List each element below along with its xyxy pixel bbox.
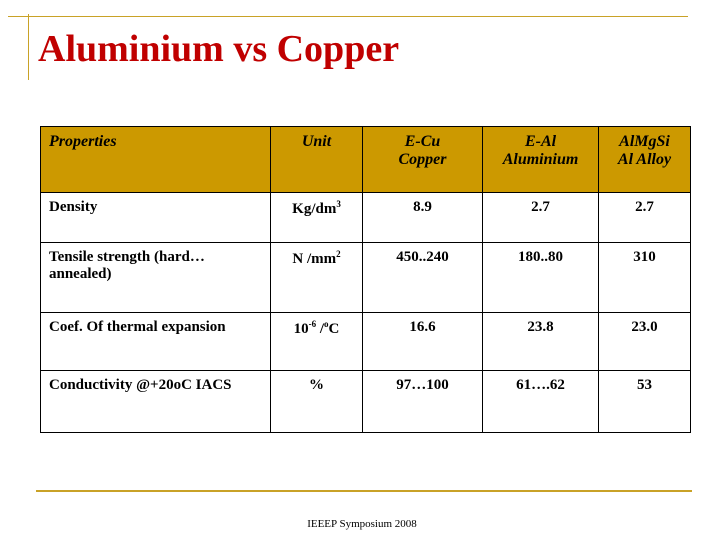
slide-title: Aluminium vs Copper	[38, 28, 400, 70]
unit-mid: /	[316, 321, 325, 337]
header-copper	[363, 127, 483, 193]
header-copper-line2: Copper	[398, 151, 447, 168]
header-aluminium	[483, 127, 599, 193]
cell-aluminium: 23.8	[483, 313, 599, 371]
unit-sup2: o	[324, 319, 329, 329]
cell-aluminium: 61….62	[483, 371, 599, 433]
header-alloy-line2: Al Alloy	[617, 151, 672, 168]
cell-alloy: 23.0	[599, 313, 691, 371]
table-row	[41, 371, 691, 433]
cell-property: Conductivity @+20oC IACS	[41, 371, 271, 433]
bottom-rule	[36, 490, 692, 492]
unit-base: Kg/dm	[292, 201, 337, 217]
cell-aluminium: 2.7	[483, 193, 599, 243]
unit-base: N /mm	[292, 251, 337, 267]
unit-sup: -6	[308, 319, 317, 329]
cell-alloy: 2.7	[599, 193, 691, 243]
footer-text: IEEEP Symposium 2008	[307, 518, 417, 530]
cell-copper: 16.6	[363, 313, 483, 371]
cell-alloy: 310	[599, 243, 691, 313]
footer	[0, 518, 728, 530]
cell-unit	[271, 313, 363, 371]
cell-copper: 8.9	[363, 193, 483, 243]
header-aluminium-line2: Aluminium	[502, 151, 579, 168]
properties-table	[40, 126, 691, 433]
cell-aluminium: 180..80	[483, 243, 599, 313]
cell-unit	[271, 243, 363, 313]
cell-unit	[271, 371, 363, 433]
header-alloy-line1: AlMgSi	[619, 133, 670, 150]
table-row	[41, 243, 691, 313]
header-alloy	[599, 127, 691, 193]
table-row	[41, 193, 691, 243]
top-rule	[8, 16, 688, 17]
unit-base: %	[309, 377, 324, 393]
cell-copper: 97…100	[363, 371, 483, 433]
table-row	[41, 313, 691, 371]
unit-sup: 3	[336, 199, 341, 209]
header-aluminium-line1: E-Al	[524, 133, 557, 150]
header-copper-line1: E-Cu	[404, 133, 441, 150]
unit-sup: 2	[336, 249, 341, 259]
unit-base: 10	[293, 321, 309, 337]
cell-unit	[271, 193, 363, 243]
header-unit: Unit	[271, 127, 363, 193]
cell-alloy: 53	[599, 371, 691, 433]
header-properties: Properties	[41, 127, 271, 193]
table-header-row	[41, 127, 691, 193]
unit-tail: C	[328, 321, 340, 337]
cell-property: Coef. Of thermal expansion	[41, 313, 271, 371]
cell-property: Density	[41, 193, 271, 243]
left-accent-rule	[28, 14, 29, 80]
cell-property: Tensile strength (hard… annealed)	[41, 243, 271, 313]
cell-copper: 450..240	[363, 243, 483, 313]
